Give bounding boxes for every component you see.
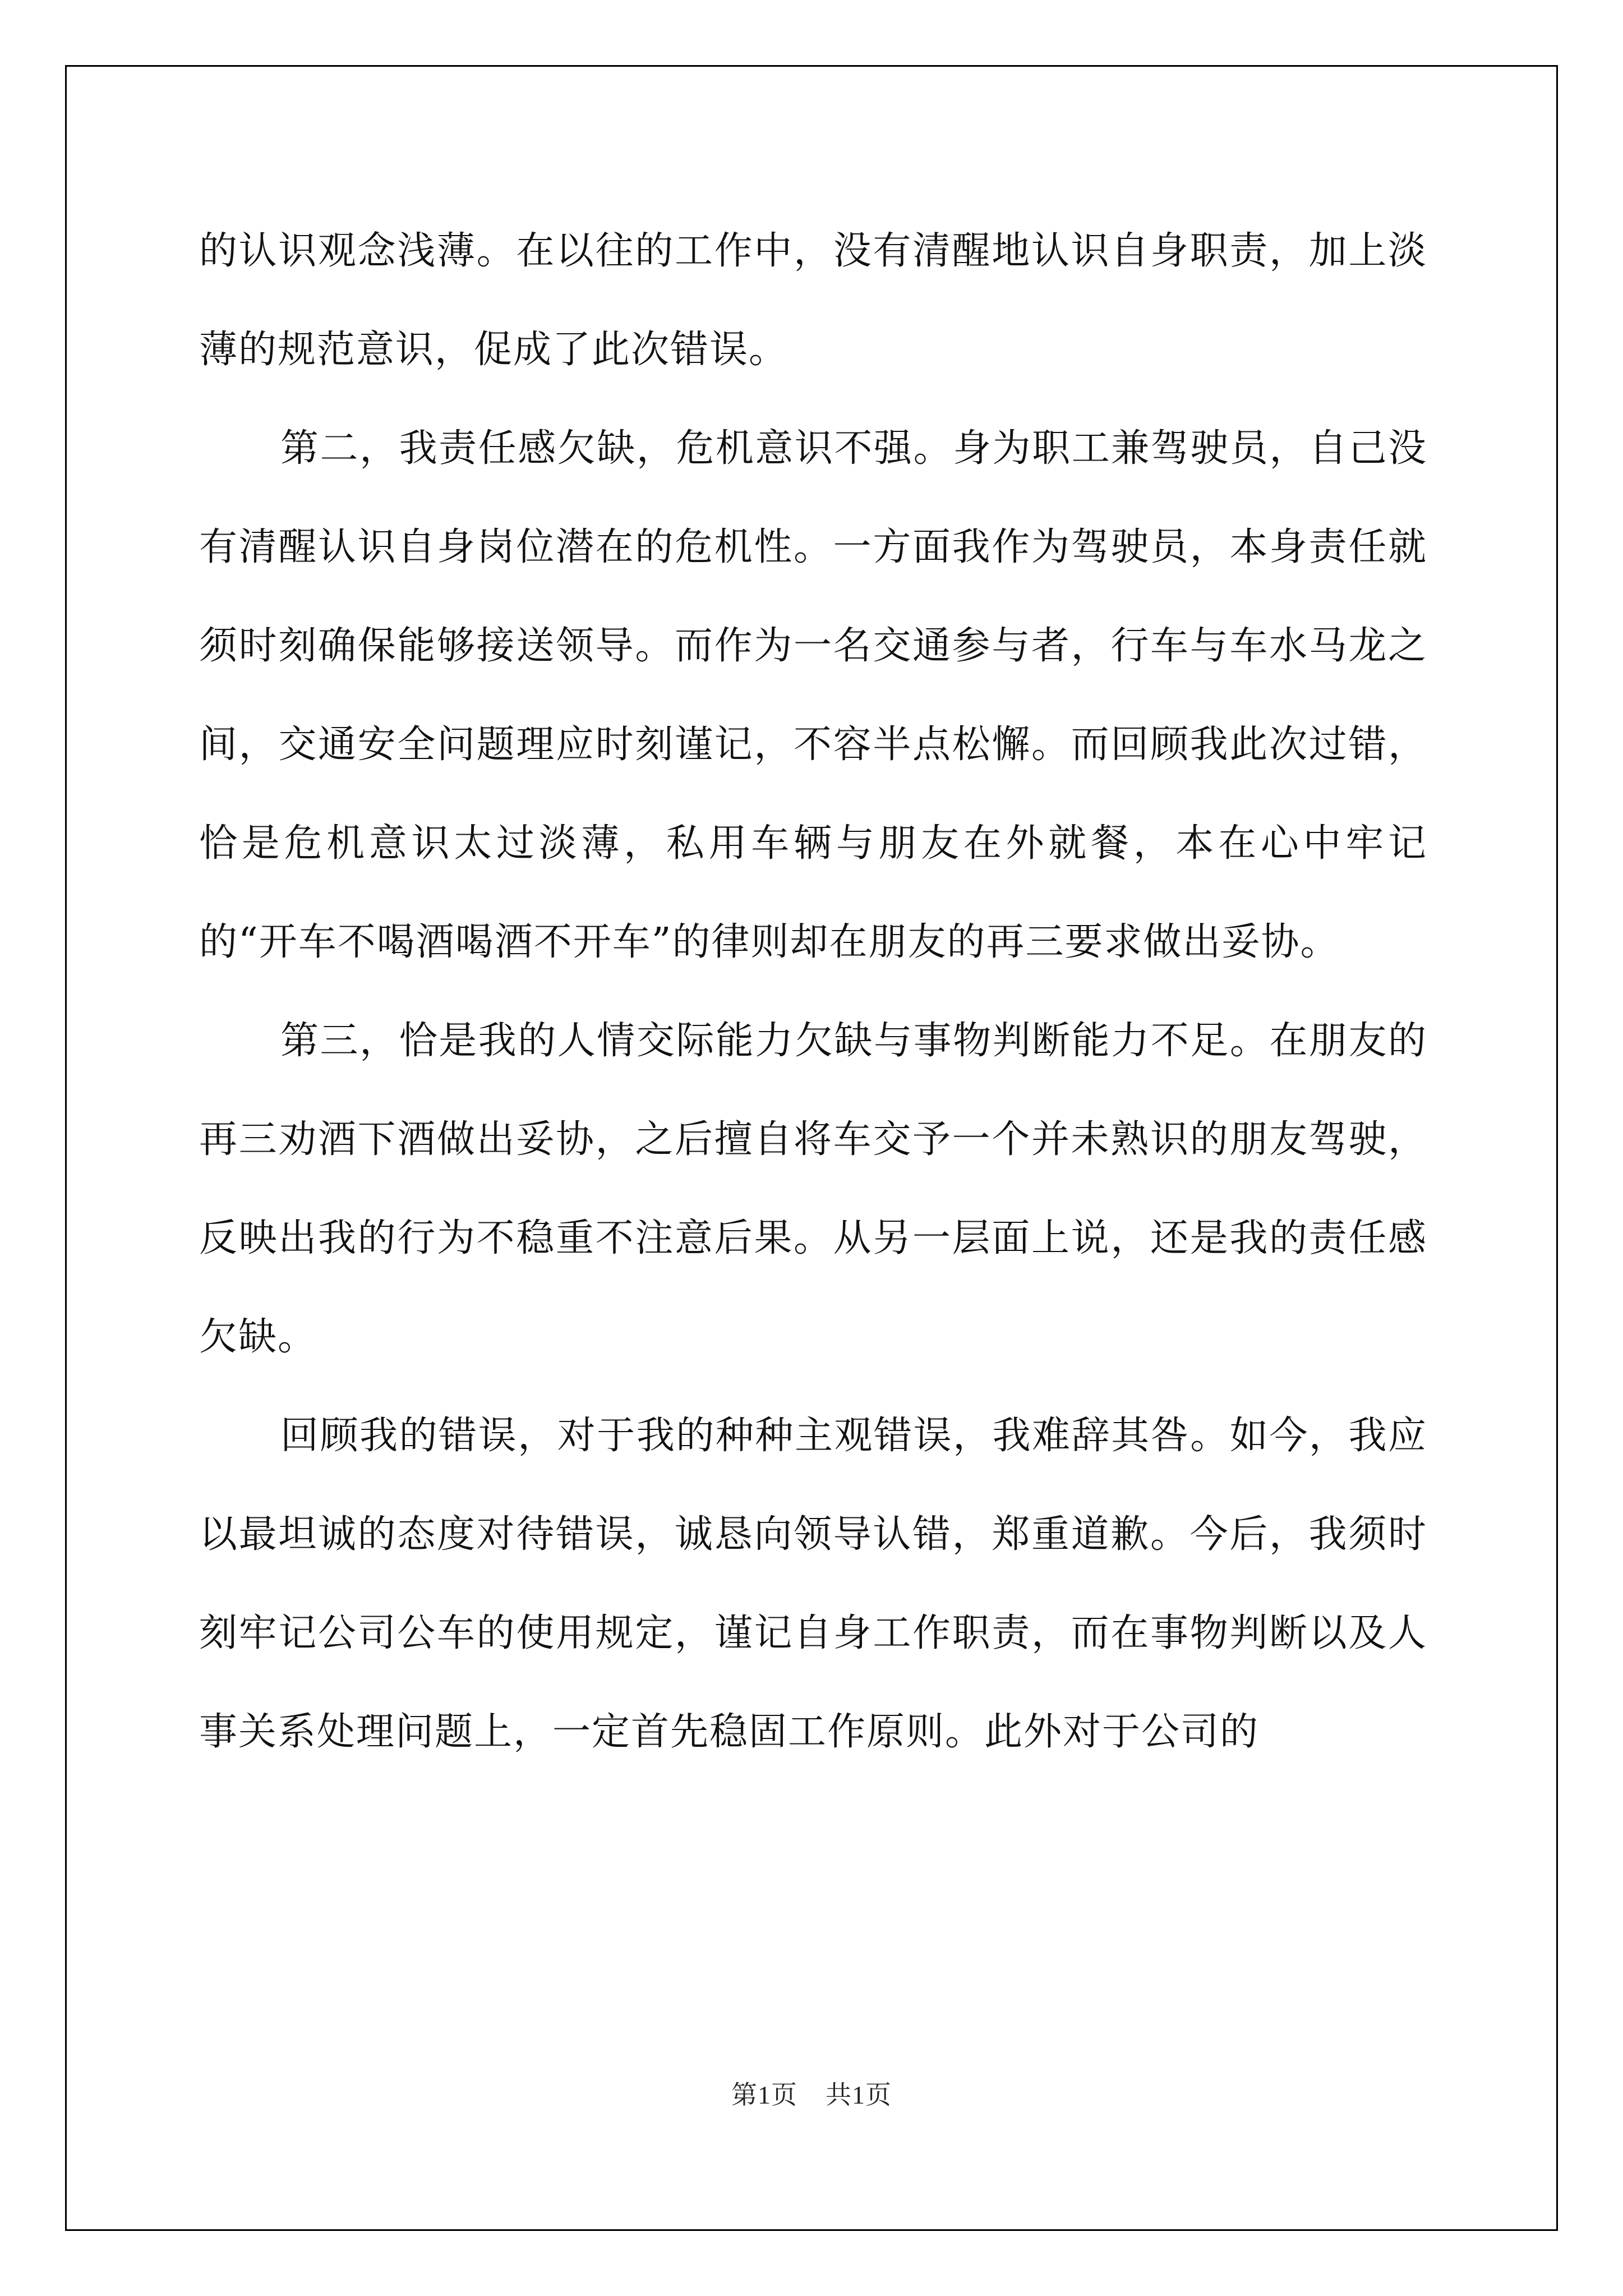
page-total: 共1页 [826,2081,892,2109]
paragraph-3: 第三，恰是我的人情交际能力欠缺与事物判断能力不足。在朋友的再三劝酒下酒做出妥协，之后擅自将车交予一个并未熟识的朋友驾驶，反映出我的行为不稳重不注意后果。从另一层面上说，还是我的责任感欠缺。 [199,1019,1427,1359]
paragraph-2: 第二，我责任感欠缺，危机意识不强。身为职工兼驾驶员，自己没有清醒认识自身岗位潜在的危机性。一方面我作为驾驶员，本身责任就须时刻确保能够接送领导。而作为一名交通参与者，行车与车水马龙之间，交通安全问题理应时刻谨记，不容半点松懈。而回顾我此次过错，恰是危机意识太过淡薄，私用车辆与朋友在外就餐，本在心中牢记的“开车不喝酒喝酒不开车”的律则却在朋友的再三要求做出妥协。 [199,426,1427,964]
page-number: 第1页 [731,2081,797,2109]
document-body [199,202,1427,1782]
paragraph-1: 的认识观念浅薄。在以往的工作中，没有清醒地认识自身职责，加上淡薄的规范意识，促成了此次错误。 [199,229,1427,372]
page-footer [0,2074,1623,2111]
paragraph-4: 回顾我的错误，对于我的种种主观错误，我难辞其咎。如今，我应以最坦诚的态度对待错误，诚恳向领导认错，郑重道歉。今后，我须时刻牢记公司公车的使用规定，谨记自身工作职责，而在事物判断以及人事关系处理问题上，一定首先稳固工作原则。此外对于公司的 [199,1414,1427,1754]
